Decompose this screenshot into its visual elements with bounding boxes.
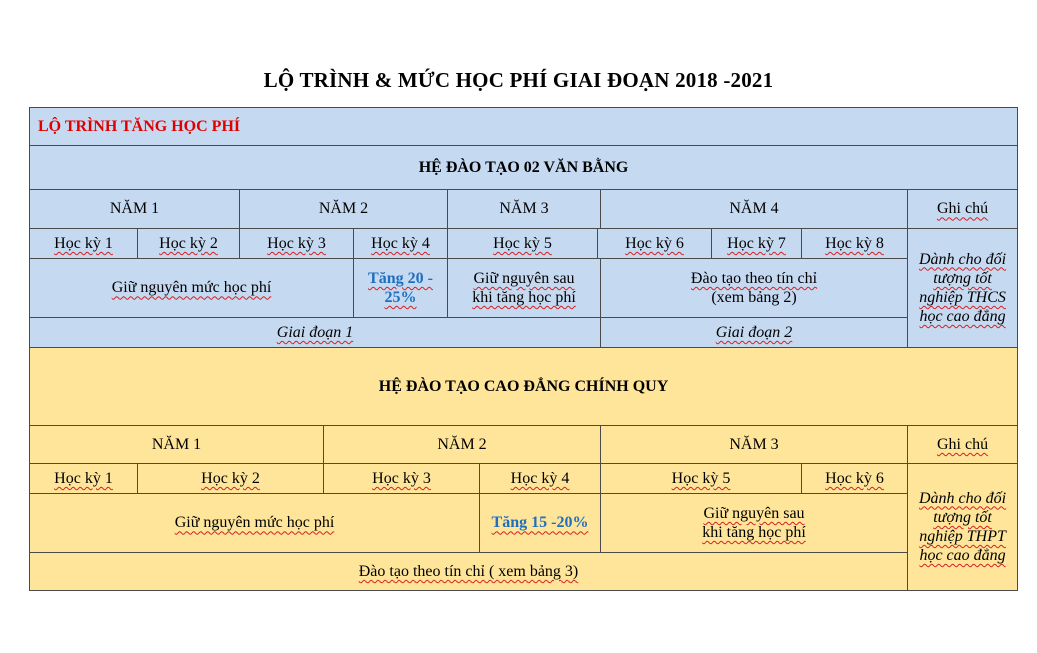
s1-phase-1 xyxy=(30,318,601,348)
s2-note xyxy=(908,464,1018,591)
s1-credit-line2: (xem bảng 2) xyxy=(711,289,797,306)
s1-year-3: NĂM 3 xyxy=(448,190,601,229)
s1-semester-1 xyxy=(30,229,138,259)
s2-keep-fee xyxy=(30,494,480,553)
s1-semester-7-text: Học kỳ 7 xyxy=(727,234,786,252)
s1-note-header xyxy=(908,190,1018,229)
tuition-table xyxy=(29,107,1018,591)
s2-semester-1-text: Học kỳ 1 xyxy=(54,469,113,487)
s2-semester-4-text: Học kỳ 4 xyxy=(510,469,570,487)
s1-semester-5 xyxy=(448,229,598,259)
s1-credit-line1: Đào tạo theo tín chỉ xyxy=(690,269,818,287)
s1-semester-6-text: Học kỳ 6 xyxy=(625,234,684,252)
page-title: LỘ TRÌNH & MỨC HỌC PHÍ GIAI ĐOẠN 2018 -2021 xyxy=(263,68,774,92)
section2-heading: HỆ ĐÀO TẠO CAO ĐẲNG CHÍNH QUY xyxy=(30,348,1018,426)
s1-year-4: NĂM 4 xyxy=(601,190,908,229)
s2-keep-fee-text: Giữ nguyên mức học phí xyxy=(174,514,335,532)
s2-semester-3 xyxy=(324,464,480,494)
s1-phase-1-text: Giai đoạn 1 xyxy=(276,323,354,341)
s1-year-1: NĂM 1 xyxy=(30,190,240,229)
s1-note-header-text: Ghi chú xyxy=(936,200,989,218)
s1-semester-8-text: Học kỳ 8 xyxy=(825,234,884,252)
s1-keep-after-line2: khi tăng học phí xyxy=(472,289,576,306)
s2-semester-6 xyxy=(802,464,908,494)
s1-semester-1-text: Học kỳ 1 xyxy=(54,234,113,252)
s2-year-3: NĂM 3 xyxy=(601,426,908,464)
s1-credit xyxy=(601,259,908,318)
s2-increase xyxy=(480,494,601,553)
s1-phase-2-text: Giai đoạn 2 xyxy=(715,323,793,341)
s2-semester-1 xyxy=(30,464,138,494)
s1-note xyxy=(908,229,1018,348)
s1-keep-fee-text: Giữ nguyên mức học phí xyxy=(111,279,272,297)
s2-increase-text: Tăng 15 -20% xyxy=(491,514,589,532)
s1-semester-3-text: Học kỳ 3 xyxy=(267,234,326,252)
s2-year-1: NĂM 1 xyxy=(30,426,324,464)
s2-credit xyxy=(30,553,908,591)
s1-keep-fee xyxy=(30,259,354,318)
s1-keep-after xyxy=(448,259,601,318)
s1-semester-4 xyxy=(354,229,448,259)
s1-semester-2 xyxy=(138,229,240,259)
s1-year-2: NĂM 2 xyxy=(240,190,448,229)
s1-semester-8 xyxy=(802,229,908,259)
s1-semester-3 xyxy=(240,229,354,259)
s2-credit-text: Đào tạo theo tín chỉ ( xem bảng 3) xyxy=(358,562,579,580)
s2-keep-after-line1: Giữ nguyên sau xyxy=(703,504,805,522)
s1-note-text: Dành cho đối tượng tốt nghiệp THCS học cao đẳng xyxy=(918,250,1007,326)
s2-note-header xyxy=(908,426,1018,464)
s2-semester-5 xyxy=(601,464,802,494)
s1-phase-2 xyxy=(601,318,908,348)
s2-keep-after-line2: khi tăng học phí xyxy=(702,524,806,541)
section1-heading: HỆ ĐÀO TẠO 02 VĂN BẰNG xyxy=(30,146,1018,190)
s2-semester-6-text: Học kỳ 6 xyxy=(825,469,884,487)
s1-semester-4-text: Học kỳ 4 xyxy=(371,234,430,252)
roadmap-header: LỘ TRÌNH TĂNG HỌC PHÍ xyxy=(30,108,1018,146)
s1-increase xyxy=(354,259,448,318)
s2-year-2: NĂM 2 xyxy=(324,426,601,464)
s2-semester-4 xyxy=(480,464,601,494)
s2-note-header-text: Ghi chú xyxy=(936,435,989,453)
s1-increase-text: Tăng 20 - 25% xyxy=(368,269,433,306)
s1-semester-6 xyxy=(598,229,712,259)
s1-keep-after-line1: Giữ nguyên sau xyxy=(473,269,575,287)
s2-semester-5-text: Học kỳ 5 xyxy=(671,469,731,487)
s2-semester-2 xyxy=(138,464,324,494)
s1-semester-7 xyxy=(712,229,802,259)
s2-semester-2-text: Học kỳ 2 xyxy=(201,469,260,487)
s2-note-text: Dành cho đối tượng tốt nghiệp THPT học cao đẳng xyxy=(918,489,1007,565)
s2-keep-after xyxy=(601,494,908,553)
s2-semester-3-text: Học kỳ 3 xyxy=(372,469,431,487)
s1-semester-2-text: Học kỳ 2 xyxy=(159,234,218,252)
s1-semester-5-text: Học kỳ 5 xyxy=(493,234,552,252)
